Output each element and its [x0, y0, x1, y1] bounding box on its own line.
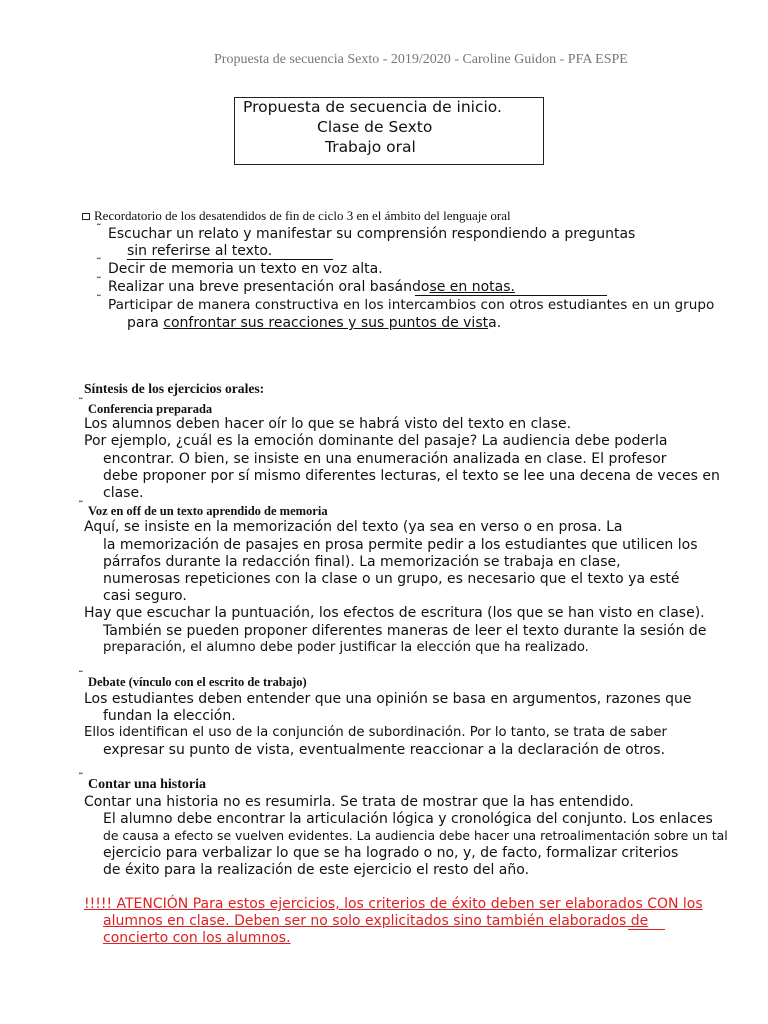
section-1-line-3: encontrar. O bien, se insiste en una enumeración analizada en clase. El profesor	[103, 451, 667, 467]
tilde-bullet-icon: ˜	[78, 771, 84, 784]
reminder-item-2: Decir de memoria un texto en voz alta.	[108, 261, 383, 277]
reminder-heading	[82, 208, 511, 224]
warning-line-1: !!!!! ATENCIÓN Para estos ejercicios, los criterios de éxito deben ser elaborados CON los	[84, 896, 703, 912]
reminder-item-4-prefix: para	[127, 315, 164, 331]
warning-line-2: alumnos en clase. Deben ser no solo explicitados sino también elaborados de	[103, 913, 649, 929]
reminder-item-4-underlined: confrontar sus reacciones y sus puntos de vist	[163, 315, 489, 331]
tilde-bullet-icon: ˜	[78, 396, 84, 409]
section-2-line-4: numerosas repeticiones con la clase o un grupo, es necesario que el texto ya esté	[103, 571, 680, 587]
reminder-item-3-underlined: se en notas.	[429, 279, 515, 295]
section-2-line-2: la memorización de pasajes en prosa permite pedir a los estudiantes que utilicen los	[103, 537, 698, 553]
section-1-line-2: Por ejemplo, ¿cuál es la emoción dominante del pasaje? La audiencia debe poderla	[84, 433, 668, 449]
tilde-bullet-icon: ˜	[96, 275, 102, 288]
page-header: Propuesta de secuencia Sexto - 2019/2020 - Caroline Guidon - PFA ESPE	[214, 52, 628, 67]
section-4-line-3: de causa a efecto se vuelven evidentes. La audiencia debe hacer una retroalimentación sobre un tal	[103, 828, 728, 843]
reminder-item-4-line-2	[127, 315, 501, 331]
underline-rule	[127, 259, 333, 260]
tilde-bullet-icon: ˜	[78, 669, 84, 682]
title-line-2: Clase de Sexto	[317, 118, 433, 136]
tilde-bullet-icon: ˜	[96, 256, 102, 269]
title-line-1: Propuesta de secuencia de inicio.	[243, 98, 502, 116]
underline-rule	[628, 929, 665, 930]
checkbox-icon	[82, 213, 90, 220]
section-title-contar: Contar una historia	[88, 777, 206, 792]
reminder-item-4-suffix: a.	[488, 315, 502, 331]
section-4-line-4: ejercicio para verbalizar lo que se ha logrado o no, y, de facto, formalizar criterios	[103, 845, 679, 861]
section-1-line-4: debe proponer por sí mismo diferentes lecturas, el texto se lee una decena de veces en	[103, 468, 720, 484]
section-title-voz-en-off: Voz en off de un texto aprendido de memoria	[88, 504, 328, 518]
synthesis-heading: Síntesis de los ejercicios orales:	[84, 381, 265, 396]
title-line-3: Trabajo oral	[325, 138, 416, 156]
section-3-line-1: Los estudiantes deben entender que una opinión se basa en argumentos, razones que	[84, 691, 692, 707]
section-2-line-3: párrafos durante la redacción final). La memorización se trabaja en clase,	[103, 554, 621, 570]
tilde-bullet-icon: ˜	[96, 222, 102, 235]
section-2-line-8: preparación, el alumno debe poder justificar la elección que ha realizado.	[103, 640, 589, 655]
tilde-bullet-icon: ˜	[96, 293, 102, 306]
reminder-item-1-line-2: sin referirse al texto.	[127, 243, 273, 259]
section-4-line-5: de éxito para la realización de este ejercicio el resto del año.	[103, 862, 530, 878]
reminder-heading-text: Recordatorio de los desatendidos de fin de ciclo 3 en el ámbito del lenguaje oral	[94, 208, 511, 223]
reminder-item-3	[108, 279, 515, 295]
reminder-item-1-line-1: Escuchar un relato y manifestar su comprensión respondiendo a preguntas	[108, 226, 636, 242]
warning-line-3: concierto con los alumnos.	[103, 930, 291, 946]
tilde-bullet-icon: ˜	[78, 499, 84, 512]
section-1-line-1: Los alumnos deben hacer oír lo que se habrá visto del texto en clase.	[84, 416, 572, 432]
section-3-line-2: fundan la elección.	[103, 708, 236, 724]
section-3-line-4: expresar su punto de vista, eventualmente reaccionar a la declaración de otros.	[103, 742, 666, 758]
section-1-line-5: clase.	[103, 485, 144, 501]
title-box	[234, 97, 544, 165]
reminder-item-3-text: Realizar una breve presentación oral basándo	[108, 279, 430, 295]
section-title-debate: Debate (vínculo con el escrito de trabajo)	[88, 675, 307, 689]
section-title-conferencia: Conferencia preparada	[88, 402, 213, 416]
section-2-line-5: casi seguro.	[103, 588, 187, 604]
section-2-line-6: Hay que escuchar la puntuación, los efectos de escritura (los que se han visto en clase).	[84, 605, 705, 621]
reminder-item-4-line-1: Participar de manera constructiva en los intercambios con otros estudiantes en un grupo	[108, 297, 715, 313]
section-4-line-2: El alumno debe encontrar la articulación lógica y cronológica del conjunto. Los enlaces	[103, 811, 713, 827]
section-2-line-1: Aquí, se insiste en la memorización del texto (ya sea en verso o en prosa. La	[84, 519, 623, 535]
section-2-line-7: También se pueden proponer diferentes maneras de leer el texto durante la sesión de	[103, 623, 707, 639]
section-3-line-3: Ellos identifican el uso de la conjunción de subordinación. Por lo tanto, se trata de saber	[84, 725, 667, 740]
section-4-line-1: Contar una historia no es resumirla. Se trata de mostrar que la has entendido.	[84, 794, 634, 810]
underline-rule	[415, 295, 607, 296]
